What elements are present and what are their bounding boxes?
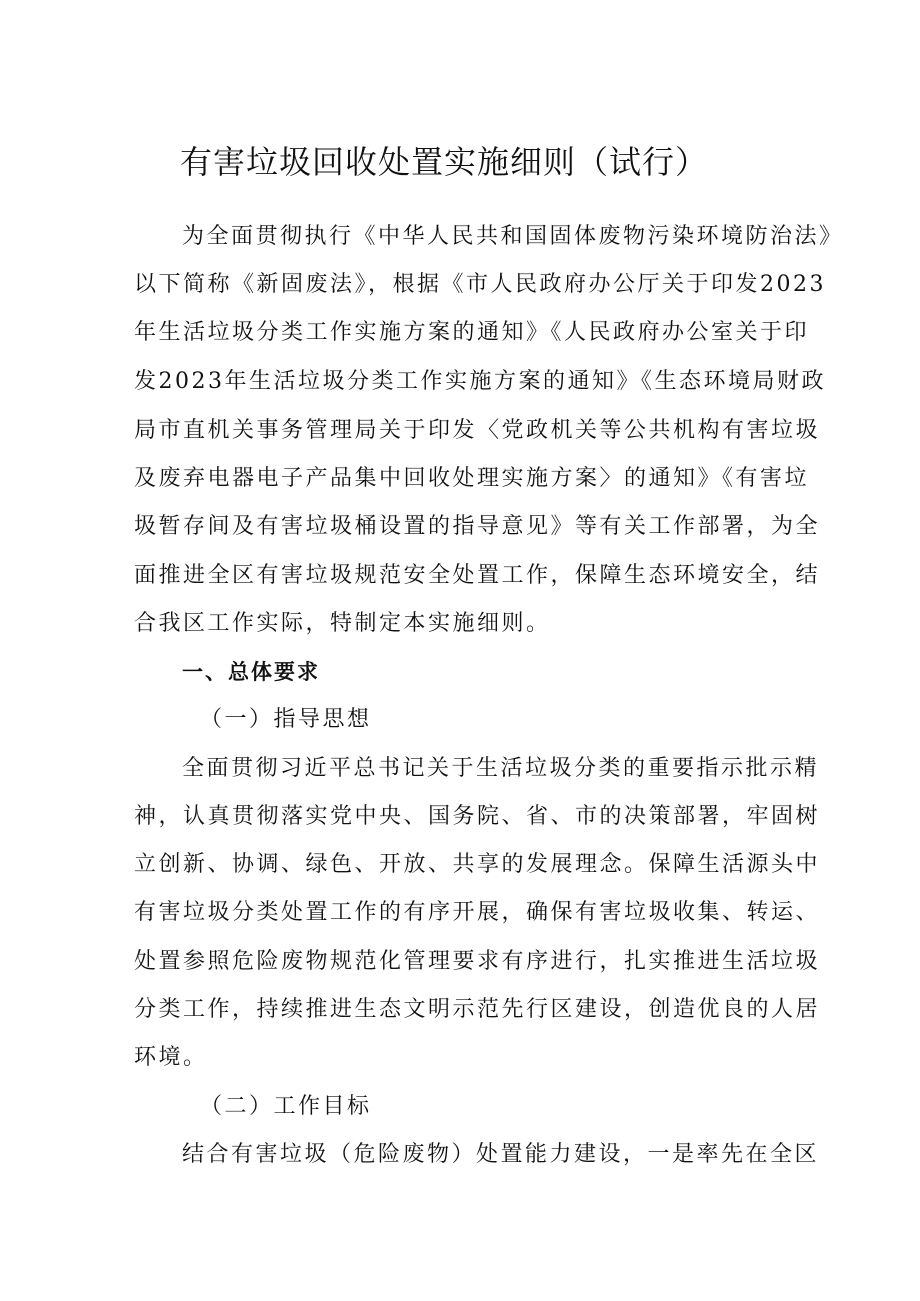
- intro-line-2: 以下简称《新固废法》，根据《市人民政府办公厅关于印发2023: [134, 272, 826, 297]
- sub1-line-1: 全面贯彻习近平总书记关于生活垃圾分类的重要指示批示精: [182, 756, 820, 781]
- sub2-line-1: 结合有害垃圾（危险废物）处置能力建设，一是率先在全区: [182, 1142, 820, 1167]
- intro-line-6: 及废弃电器电子产品集中回收处理实施方案〉的通知》《有害垃: [134, 466, 810, 491]
- subsection-heading-guiding-ideology: （一）指导思想: [200, 707, 372, 732]
- intro-line-3: 年生活垃圾分类工作实施方案的通知》《人民政府办公室关于印: [134, 320, 810, 345]
- sub1-line-6: 分类工作，持续推进生态文明示范先行区建设，创造优良的人居: [134, 997, 821, 1022]
- intro-line-8: 面推进全区有害垃圾规范安全处置工作，保障生态环境安全，结: [134, 563, 821, 588]
- intro-line-1: 为全面贯彻执行《中华人民共和国固体废物污染环境防治法》: [182, 224, 844, 249]
- intro-line-4: 发2023年生活垃圾分类工作实施方案的通知》《生态环境局财政: [134, 369, 826, 394]
- sub1-line-7: 环境。: [134, 1045, 208, 1070]
- sub1-line-3: 立创新、协调、绿色、开放、共享的发展理念。保障生活源头中: [134, 852, 821, 877]
- intro-line-9: 合我区工作实际，特制定本实施细则。: [134, 611, 551, 636]
- sub1-line-2: 神，认真贯彻落实党中央、国务院、省、市的决策部署，牢固树: [134, 804, 821, 829]
- sub1-line-4: 有害垃圾分类处置工作的有序开展，确保有害垃圾收集、转运、: [134, 900, 821, 925]
- subsection-heading-work-goals: （二）工作目标: [200, 1094, 372, 1119]
- document-title: 有害垃圾回收处置实施细则（试行）: [180, 143, 709, 181]
- section-heading-general-requirements: 一、总体要求: [182, 660, 320, 684]
- intro-line-5: 局市直机关事务管理局关于印发〈党政机关等公共机构有害垃圾: [134, 418, 821, 443]
- sub1-line-5: 处置参照危险废物规范化管理要求有序进行，扎实推进生活垃圾: [134, 949, 821, 974]
- intro-line-7: 圾暂存间及有害垃圾桶设置的指导意见》等有关工作部署，为全: [134, 514, 821, 539]
